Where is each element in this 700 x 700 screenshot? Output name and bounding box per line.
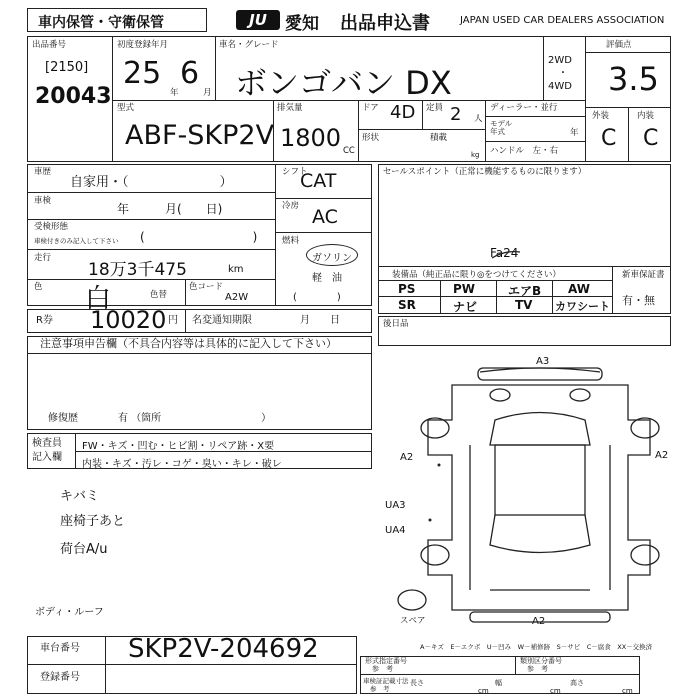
spare-label: スペア: [400, 616, 426, 626]
receive-value: ( ): [140, 230, 258, 244]
size-ref: 参 考: [370, 685, 390, 693]
damage-mark-right: A2: [655, 450, 669, 461]
chassis-label: 車台番号: [40, 643, 80, 654]
exterior-label: 外装: [592, 111, 610, 121]
r-ticket-value: 10020: [90, 306, 167, 334]
after-parts-label: 後日品: [383, 319, 409, 329]
handwritten-note-2: 座椅子あと: [60, 514, 126, 529]
displacement-label: 排気量: [277, 103, 303, 113]
lot-label: 出品番号: [32, 40, 67, 50]
category-label: 類別区分番号: [520, 657, 562, 665]
name-change-value: 月 日: [300, 315, 340, 326]
cc-unit: CC: [343, 146, 355, 156]
chassis-value: SKP2V-204692: [128, 634, 319, 664]
width-unit: cm: [550, 687, 561, 695]
repair-label: 修復歴: [48, 413, 78, 424]
grade-score: 3.5: [608, 60, 659, 98]
inspector-row2: 内装・キズ・汚レ・コゲ・臭い・キレ・破レ: [82, 459, 282, 470]
warranty-label: 新車保証書: [622, 270, 665, 280]
length-unit: cm: [478, 687, 489, 695]
equip-aw: AW: [568, 282, 590, 296]
equip-pw: PW: [453, 282, 476, 296]
equip-ps: PS: [398, 282, 416, 296]
width-label: 幅: [495, 679, 502, 687]
inspector-label: 検査員 記入欄: [32, 438, 62, 463]
mileage-label: 走行: [34, 253, 52, 263]
handwritten-note-3: 荷台A/u: [60, 542, 108, 557]
sales-point-label: セールスポイント（正常に機能するものに限ります）: [383, 167, 587, 177]
handle-label: ハンドル 左・右: [490, 146, 559, 156]
inspector-row1: FW・キズ・凹む・ヒビ割・リペア跡・X要: [82, 441, 275, 452]
color-change-label: 色替: [150, 290, 168, 300]
model-code: ABF-SKP2V: [125, 120, 275, 151]
fuel-other: ( ): [293, 292, 341, 303]
category-ref: 参 考: [527, 665, 548, 673]
capacity-label: 定員: [426, 103, 444, 113]
size-label: 車検証記載寸法: [363, 677, 409, 685]
equip-airbag: エアB: [508, 284, 542, 298]
registration-year: 25: [123, 56, 162, 91]
history-label: 車歴: [34, 167, 52, 177]
warranty-value: 有・無: [622, 294, 655, 307]
doors-value: 4D: [390, 102, 416, 123]
exterior-grade: C: [601, 126, 617, 151]
displacement-value: 1800: [280, 124, 342, 152]
inspection-label: 車検: [34, 196, 52, 206]
damage-mark-ua4: UA4: [385, 525, 406, 536]
inspection-value: 年 月( 日): [117, 202, 223, 216]
shift-label: シフト: [282, 167, 308, 177]
height-unit: cm: [622, 687, 633, 695]
registration-month-unit: 月: [203, 88, 212, 98]
lot-number: 20043: [35, 84, 112, 109]
length-label: 長さ: [410, 679, 424, 687]
fuel-label: 燃料: [282, 236, 300, 246]
history-value: 自家用・（ ）: [70, 175, 233, 190]
color-code-value: A2W: [225, 292, 249, 303]
color-code-label: 色コード: [189, 282, 224, 292]
shape-label: 形状: [362, 133, 380, 143]
lot-bracket: [2150]: [45, 60, 89, 75]
yen-unit: 円: [168, 315, 178, 326]
equip-tv: TV: [515, 298, 533, 312]
cooler-label: 冷房: [282, 201, 300, 211]
kg-unit: kg: [471, 151, 480, 159]
damage-mark-top: A3: [536, 356, 550, 367]
damage-mark-rear: A2: [532, 616, 546, 627]
equip-sr: SR: [398, 298, 416, 312]
registration-month: 6: [180, 56, 200, 91]
color-label: 色: [34, 282, 43, 292]
model-label: 型式: [117, 103, 135, 113]
damage-mark-left: A2: [400, 452, 414, 463]
notes-label: 注意事項申告欄（不具合内容等は具体的に記入して下さい）: [40, 337, 337, 350]
equipment-label: 装備品（純正品に限り◎をつけてください）: [392, 270, 561, 280]
fuel-light-oil: 軽 油: [312, 273, 342, 284]
model-cat-label: 形式指定番号: [365, 657, 407, 665]
cooler-value: AC: [312, 206, 338, 228]
vehicle-name-label: 車名・グレード: [219, 40, 279, 50]
shift-value: CAT: [300, 170, 337, 192]
model-cat-ref: 参 考: [372, 665, 393, 673]
drive-4wd: 4WD: [548, 81, 572, 92]
drive-sep: ・: [558, 68, 568, 79]
registration-label: 初度登録年月: [117, 40, 169, 50]
damage-mark-ua3: UA3: [385, 500, 406, 511]
load-label: 積載: [430, 133, 448, 143]
drive-2wd: 2WD: [548, 55, 572, 66]
capacity-value: 2: [450, 104, 462, 125]
model-year-label: モデル 年式: [490, 119, 513, 136]
grade-label: 評価点: [606, 40, 632, 50]
storage-label: 車内保管・守衛保管: [38, 15, 164, 31]
mileage-value: 18万3千475: [88, 260, 187, 280]
color-value: 白: [85, 284, 112, 314]
fuel-gasoline: ガソリン: [312, 253, 352, 264]
ju-logo: JU: [236, 10, 280, 30]
name-change-label: 名変通知期限: [192, 315, 252, 326]
org-name: 愛知: [285, 14, 319, 34]
registration-number-label: 登録番号: [40, 672, 80, 683]
form-title: 出品申込書: [340, 13, 430, 34]
damage-legend: A－キズ E－エクボ U－凹み W－補修跡 S－サビ C－腐食 XX－交換済: [420, 643, 653, 651]
equip-navi: ナビ: [453, 300, 478, 314]
association-name: JAPAN USED CAR DEALERS ASSOCIATION: [460, 15, 665, 26]
receive-note: 車検付きのみ記入して下さい: [34, 237, 119, 245]
pole-note: ボディ・ルーフ: [35, 607, 104, 618]
equip-seat: カワシート: [555, 300, 610, 313]
dealer-label: ディーラー・並行: [490, 103, 558, 113]
handwritten-note-1: キバミ: [60, 489, 100, 504]
receive-label: 受検形態: [34, 222, 69, 232]
vehicle-name: ボンゴバン DX: [235, 64, 452, 102]
interior-label: 内装: [637, 111, 655, 121]
model-year-unit: 年: [570, 128, 579, 138]
interior-grade: C: [643, 126, 659, 151]
height-label: 高さ: [570, 679, 584, 687]
doors-label: ドア: [362, 103, 379, 113]
repair-value: 有 （箇所 ）: [118, 413, 272, 424]
equipment-annotation: Fa24: [490, 246, 519, 260]
registration-year-unit: 年: [170, 88, 179, 98]
km-unit: km: [228, 264, 244, 275]
capacity-unit: 人: [474, 114, 483, 124]
r-ticket-label: R券: [36, 315, 53, 326]
